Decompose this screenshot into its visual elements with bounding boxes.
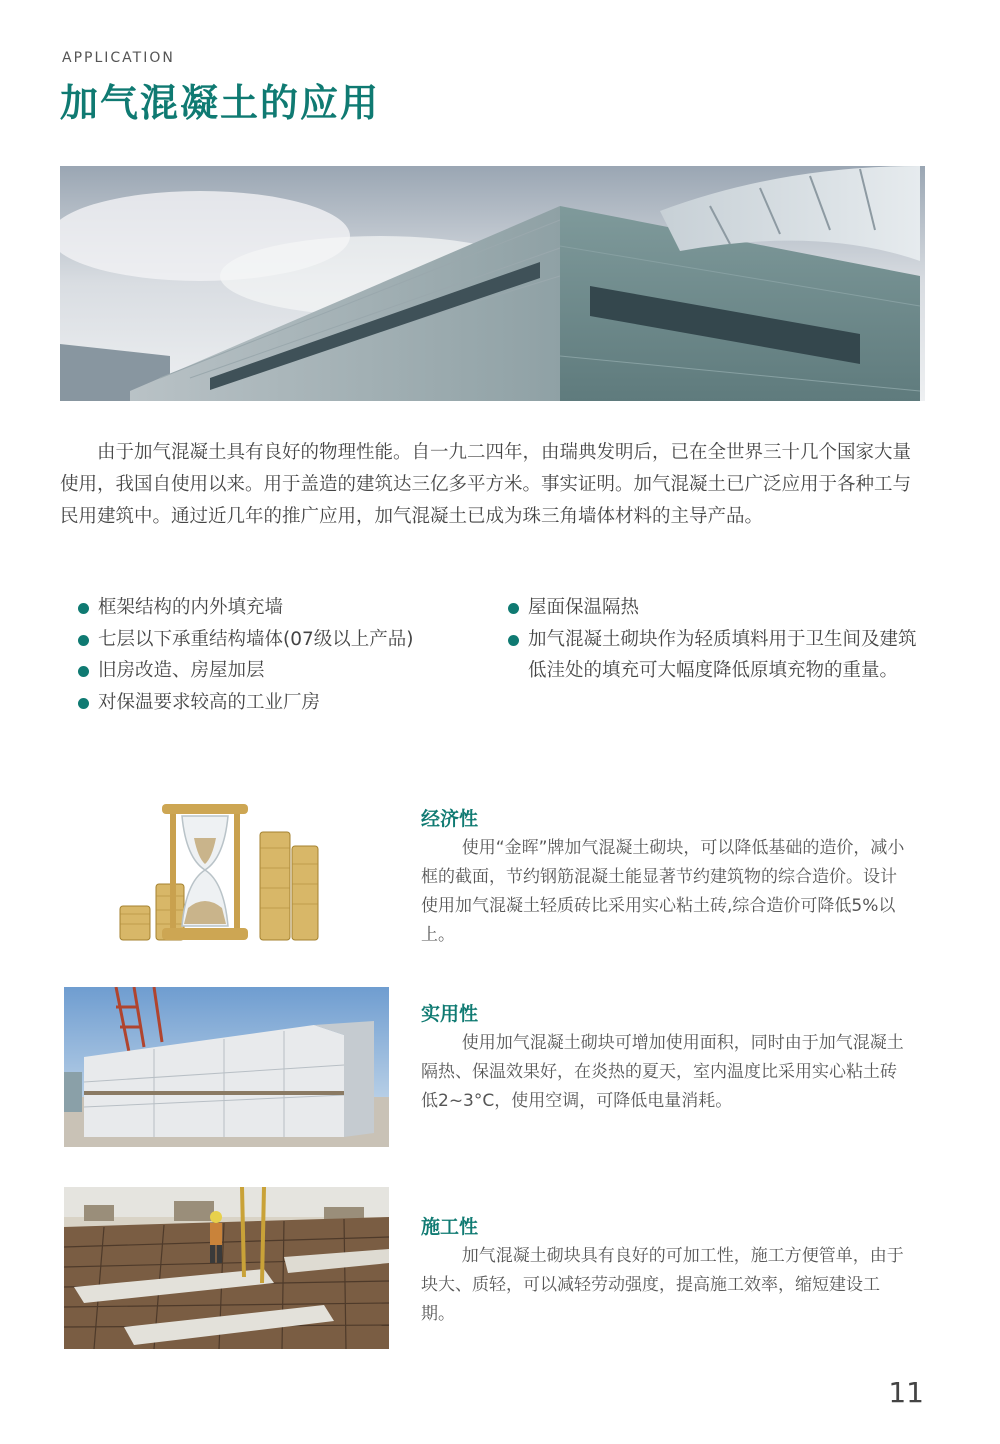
bullet-list-left — [78, 592, 498, 718]
list-item-text: 七层以下承重结构墙体(07级以上产品) — [98, 628, 414, 650]
feature-practicality — [421, 1001, 911, 1116]
feature-economy — [421, 806, 911, 950]
page-title: 加气混凝土的应用 — [60, 81, 381, 125]
page-number: 11 — [888, 1376, 924, 1409]
list-item-text: 旧房改造、房屋加层 — [98, 660, 265, 681]
list-item — [508, 592, 918, 624]
bullet-dot-icon — [78, 635, 89, 646]
feature-title: 施工性 — [421, 1216, 479, 1238]
hero-building-image — [60, 166, 925, 401]
bullet-list-right — [508, 592, 918, 687]
feature-text: 使用“金晖”牌加气混凝土砌块，可以降低基础的造价，减小框的截面，节约钢筋混凝土能显著节约建筑物的综合造价。设计使用加气混凝土轻质砖比采用实心粘土砖,综合造价可降低5%以上。 — [421, 838, 905, 945]
list-item — [78, 592, 498, 624]
bullet-dot-icon — [78, 603, 89, 614]
bullet-dot-icon — [78, 698, 89, 709]
bullet-dot-icon — [508, 635, 519, 646]
feature-text: 使用加气混凝土砌块可增加使用面积，同时由于加气混凝土隔热、保温效果好，在炎热的夏天，室内温度比采用实心粘土砖低2~3°C，使用空调，可降低电量消耗。 — [421, 1033, 904, 1111]
list-item-text: 框架结构的内外填充墙 — [98, 597, 284, 618]
feature-text: 加气混凝土砌块具有良好的可加工性，施工方便管单，由于块大、质轻，可以减轻劳动强度，提高施工效率，缩短建设工期。 — [421, 1246, 904, 1324]
bullet-dot-icon — [78, 666, 89, 677]
eyebrow: APPLICATION — [62, 50, 175, 66]
stacked-blocks-image — [64, 987, 389, 1147]
construction-site-image — [64, 1187, 389, 1349]
intro-paragraph: 由于加气混凝土具有良好的物理性能。自一九二四年，由瑞典发明后，已在全世界三十几个国家大量使用，我国自使用以来。用于盖造的建筑达三亿多平方米。事实证明。加气混凝土已广泛应用于各种工与民用建筑中。通过近几年的推广应用，加气混凝土已成为珠三角墙体材料的主导产品。 — [60, 442, 912, 527]
list-item — [78, 687, 498, 719]
bullet-dot-icon — [508, 603, 519, 614]
feature-title: 经济性 — [421, 808, 479, 830]
list-item — [78, 624, 498, 656]
hourglass-coins-image — [64, 798, 389, 948]
list-item — [508, 624, 918, 687]
list-item-text: 加气混凝土砌块作为轻质填料用于卫生间及建筑低洼处的填充可大幅度降低原填充物的重量。 — [528, 628, 917, 681]
list-item — [78, 655, 498, 687]
feature-title: 实用性 — [421, 1003, 479, 1025]
list-item-text: 屋面保温隔热 — [528, 597, 640, 618]
feature-constructability — [421, 1214, 911, 1329]
list-item-text: 对保温要求较高的工业厂房 — [98, 691, 321, 713]
